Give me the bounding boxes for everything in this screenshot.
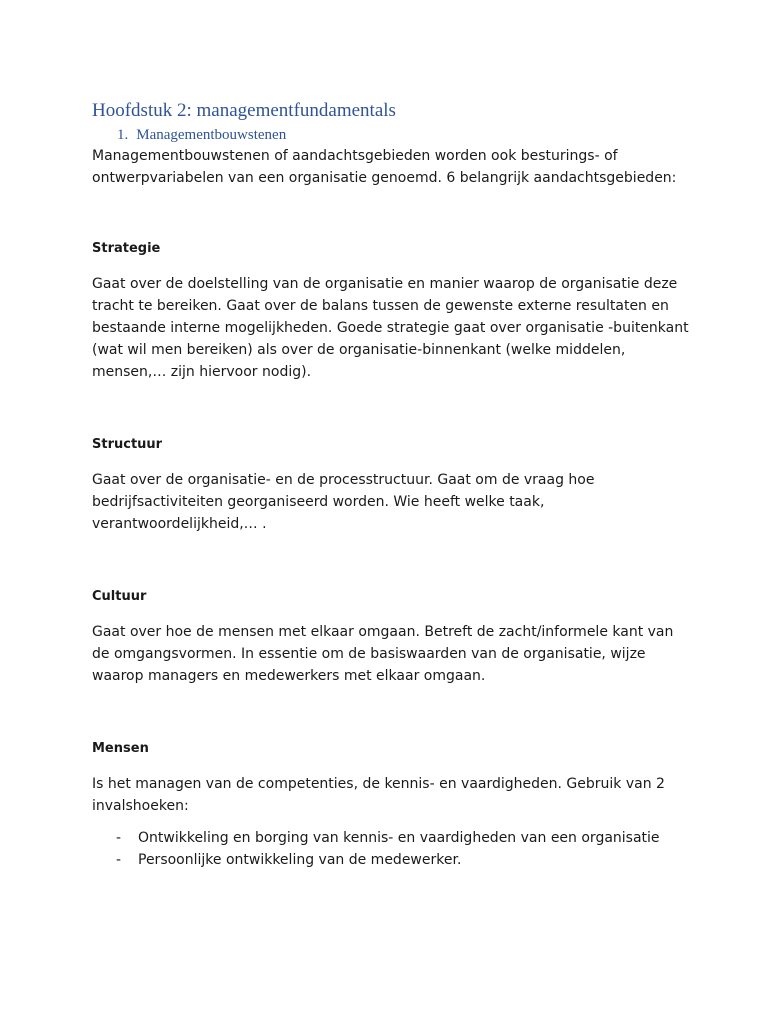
document-page (92, 98, 692, 871)
section-heading: Strategie (92, 241, 161, 256)
section-mensen (92, 739, 692, 871)
section-heading: Cultuur (92, 589, 147, 604)
section-strategie (92, 239, 692, 383)
section-heading: Structuur (92, 437, 163, 452)
dash-marker: - (116, 830, 122, 846)
subheading-text: Managementbouwstenen (136, 127, 287, 143)
dash-marker: - (116, 852, 122, 868)
section-cultuur (92, 587, 692, 687)
section-body: Gaat over hoe de mensen met elkaar omgaan. Betreft de zacht/informele kant van de omgangsvormen. In essentie om de basiswaarden van de organisatie, wijze waarop managers en medewerkers met elkaar omgaan. (92, 624, 674, 684)
section-heading: Mensen (92, 741, 149, 756)
list-item (92, 849, 692, 871)
bullet-list (92, 827, 692, 871)
section-body: Gaat over de organisatie- en de processtructuur. Gaat om de vraag hoe bedrijfsactiviteiten georganiseerd worden. Wie heeft welke taak, verantwoordelijkheid,… . (92, 472, 595, 532)
list-item-text: Ontwikkeling en borging van kennis- en vaardigheden van een organisatie (138, 830, 660, 846)
intro-paragraph: Managementbouwstenen of aandachtsgebieden worden ook besturings- of ontwerpvariabelen van een organisatie genoemd. 6 belangrijk aandachtsgebieden: (92, 148, 677, 186)
section-structuur (92, 435, 692, 535)
section-body: Is het managen van de competenties, de kennis- en vaardigheden. Gebruik van 2 invalshoeken: (92, 776, 665, 814)
chapter-title: Hoofdstuk 2: managementfundamentals (92, 100, 396, 121)
list-item-text: Persoonlijke ontwikkeling van de medewerker. (138, 852, 462, 868)
list-item (92, 827, 692, 849)
subheading-number: 1. (117, 127, 129, 143)
section-body: Gaat over de doelstelling van de organisatie en manier waarop de organisatie deze tracht te bereiken. Gaat over de balans tussen de gewenste externe resultaten en bestaande interne mogelijkheden. Goede strategie gaat over organisatie -buitenkant (wat wil men bereiken) als over de organisatie-binnenkant (welke middelen, mensen,… zijn hiervoor nodig). (92, 276, 689, 380)
subheading (117, 124, 692, 146)
